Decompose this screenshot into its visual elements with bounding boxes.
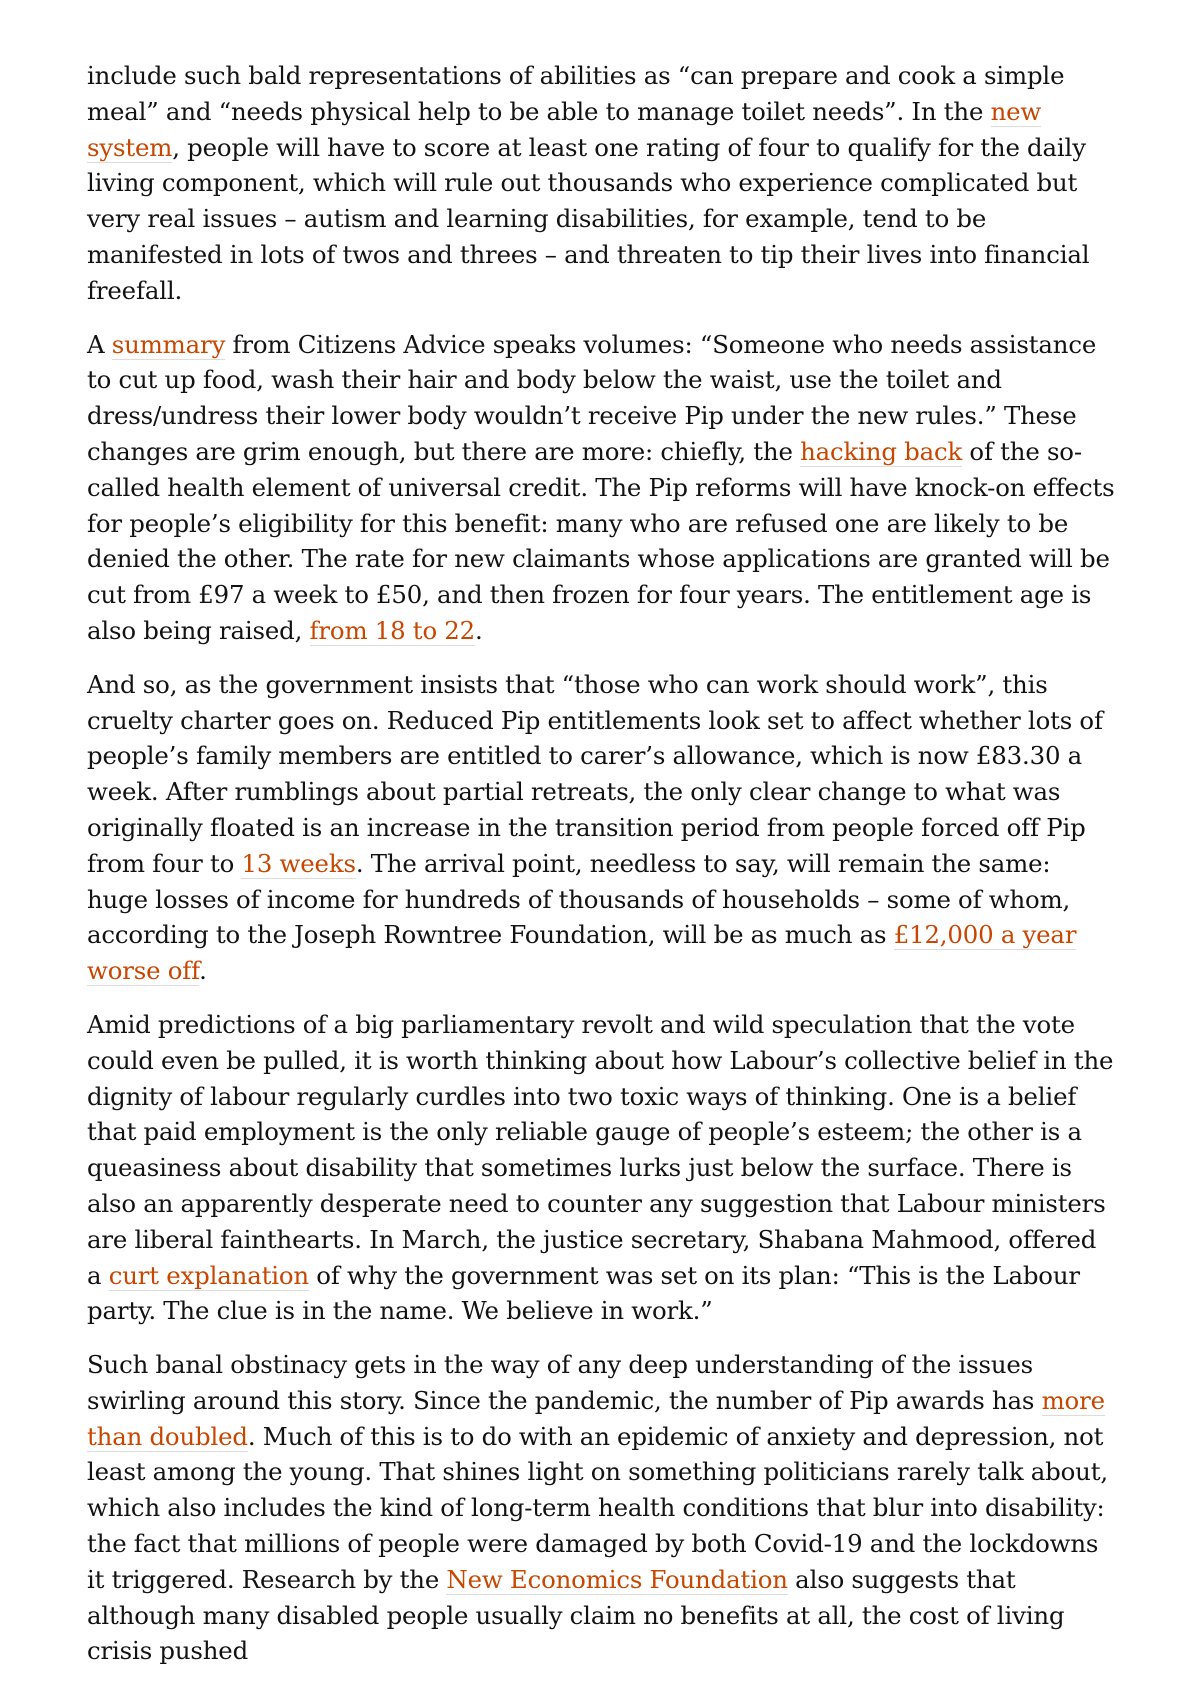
link-12000-a-year-worse-off[interactable]: £12,000 a year worse off [87,920,1077,986]
link-new-economics-foundation[interactable]: New Economics Foundation [446,1564,788,1594]
text-run: . Much of this is to do with an epidemic of anxiety and depression, not least among the young. That shines light on something politicians rarely talk about, which also includes the kind of long-term health conditions that blur into disability: the fact that millions of people were damaged by both Covid-19 and the lockdowns it triggered. Research by the [87,1421,1108,1594]
link-hacking-back[interactable]: hacking back [800,436,963,466]
paragraph [87,58,1117,309]
text-run: . The arrival point, needless to say, will remain the same: huge losses of income for hundreds of thousands of households – some of whom, according to the Joseph Rowntree Foundation, will be as much as [87,848,1071,950]
text-run: , people will have to score at least one rating of four to qualify for the daily living component, which will rule out thousands who experience complicated but very real issues – autism and learning disabilities, for example, tend to be manifested in lots of twos and threes – and threaten to tip their lives into financial freefall. [87,132,1090,305]
paragraph [87,667,1117,989]
link-curt-explanation[interactable]: curt explanation [108,1260,309,1290]
link-13-weeks[interactable]: 13 weeks [241,848,356,878]
text-run: A [87,329,112,359]
text-run: . [199,956,207,986]
text-run: And so, as the government insists that “those who can work should work”, this cruelty charter goes on. Reduced Pip entitlements look set to affect whether lots of people’s family members are entitled to carer’s allowance, which is now £83.30 a week. After rumblings about partial retreats, the only clear change to what was originally floated is an increase in the transition period from people forced off Pip from four to [87,669,1103,878]
text-run: also suggests that although many disabled people usually claim no benefits at all, the cost of living crisis pushed [87,1564,1065,1666]
text-run: of the so-called health element of universal credit. The Pip reforms will have knock-on effects for people’s eligibility for this benefit: many who are refused one are likely to be denied the other. The rate for new claimants whose applications are granted will be cut from £97 a week to £50, and then frozen for four years. The entitlement age is also being raised, [87,436,1115,645]
paragraph [87,1347,1117,1669]
text-run: of why the government was set on its plan: “This is the Labour party. The clue is in the name. We believe in work.” [87,1260,1080,1326]
text-run: . [475,615,483,645]
text-run: Such banal obstinacy gets in the way of any deep understanding of the issues swirling around this story. Since the pandemic, the number of Pip awards has [87,1350,1042,1415]
paragraph [87,1007,1117,1329]
text-run: Amid predictions of a big parliamentary revolt and wild speculation that the vote could even be pulled, it is worth thinking about how Labour’s collective belief in the dignity of labour regularly curdles into two toxic ways of thinking. One is a belief that paid employment is the only reliable gauge of people’s esteem; the other is a queasiness about disability that sometimes lurks just below the surface. There is also an apparently desperate need to counter any suggestion that Labour ministers are liberal fainthearts. In March, the justice secretary, Shabana Mahmood, offered a [87,1009,1114,1290]
text-run: include such bald representations of abilities as “can prepare and cook a simple meal” and “needs physical help to be able to manage toilet needs”. In the [87,61,1065,126]
paragraph [87,327,1117,649]
text-run: from Citizens Advice speaks volumes: “Someone who needs assistance to cut up food, wash their hair and body below the waist, use the toilet and dress/undress their lower body wouldn’t receive Pip under the new rules.” These changes are grim enough, but there are more: chiefly, the [87,329,1097,466]
link-more-than-doubled[interactable]: more than doubled [87,1385,1105,1451]
link-summary[interactable]: summary [111,329,226,359]
article-body [87,58,1117,1687]
link-new-system[interactable]: new system [87,96,1042,162]
link-from-18-to-22[interactable]: from 18 to 22 [309,615,476,645]
